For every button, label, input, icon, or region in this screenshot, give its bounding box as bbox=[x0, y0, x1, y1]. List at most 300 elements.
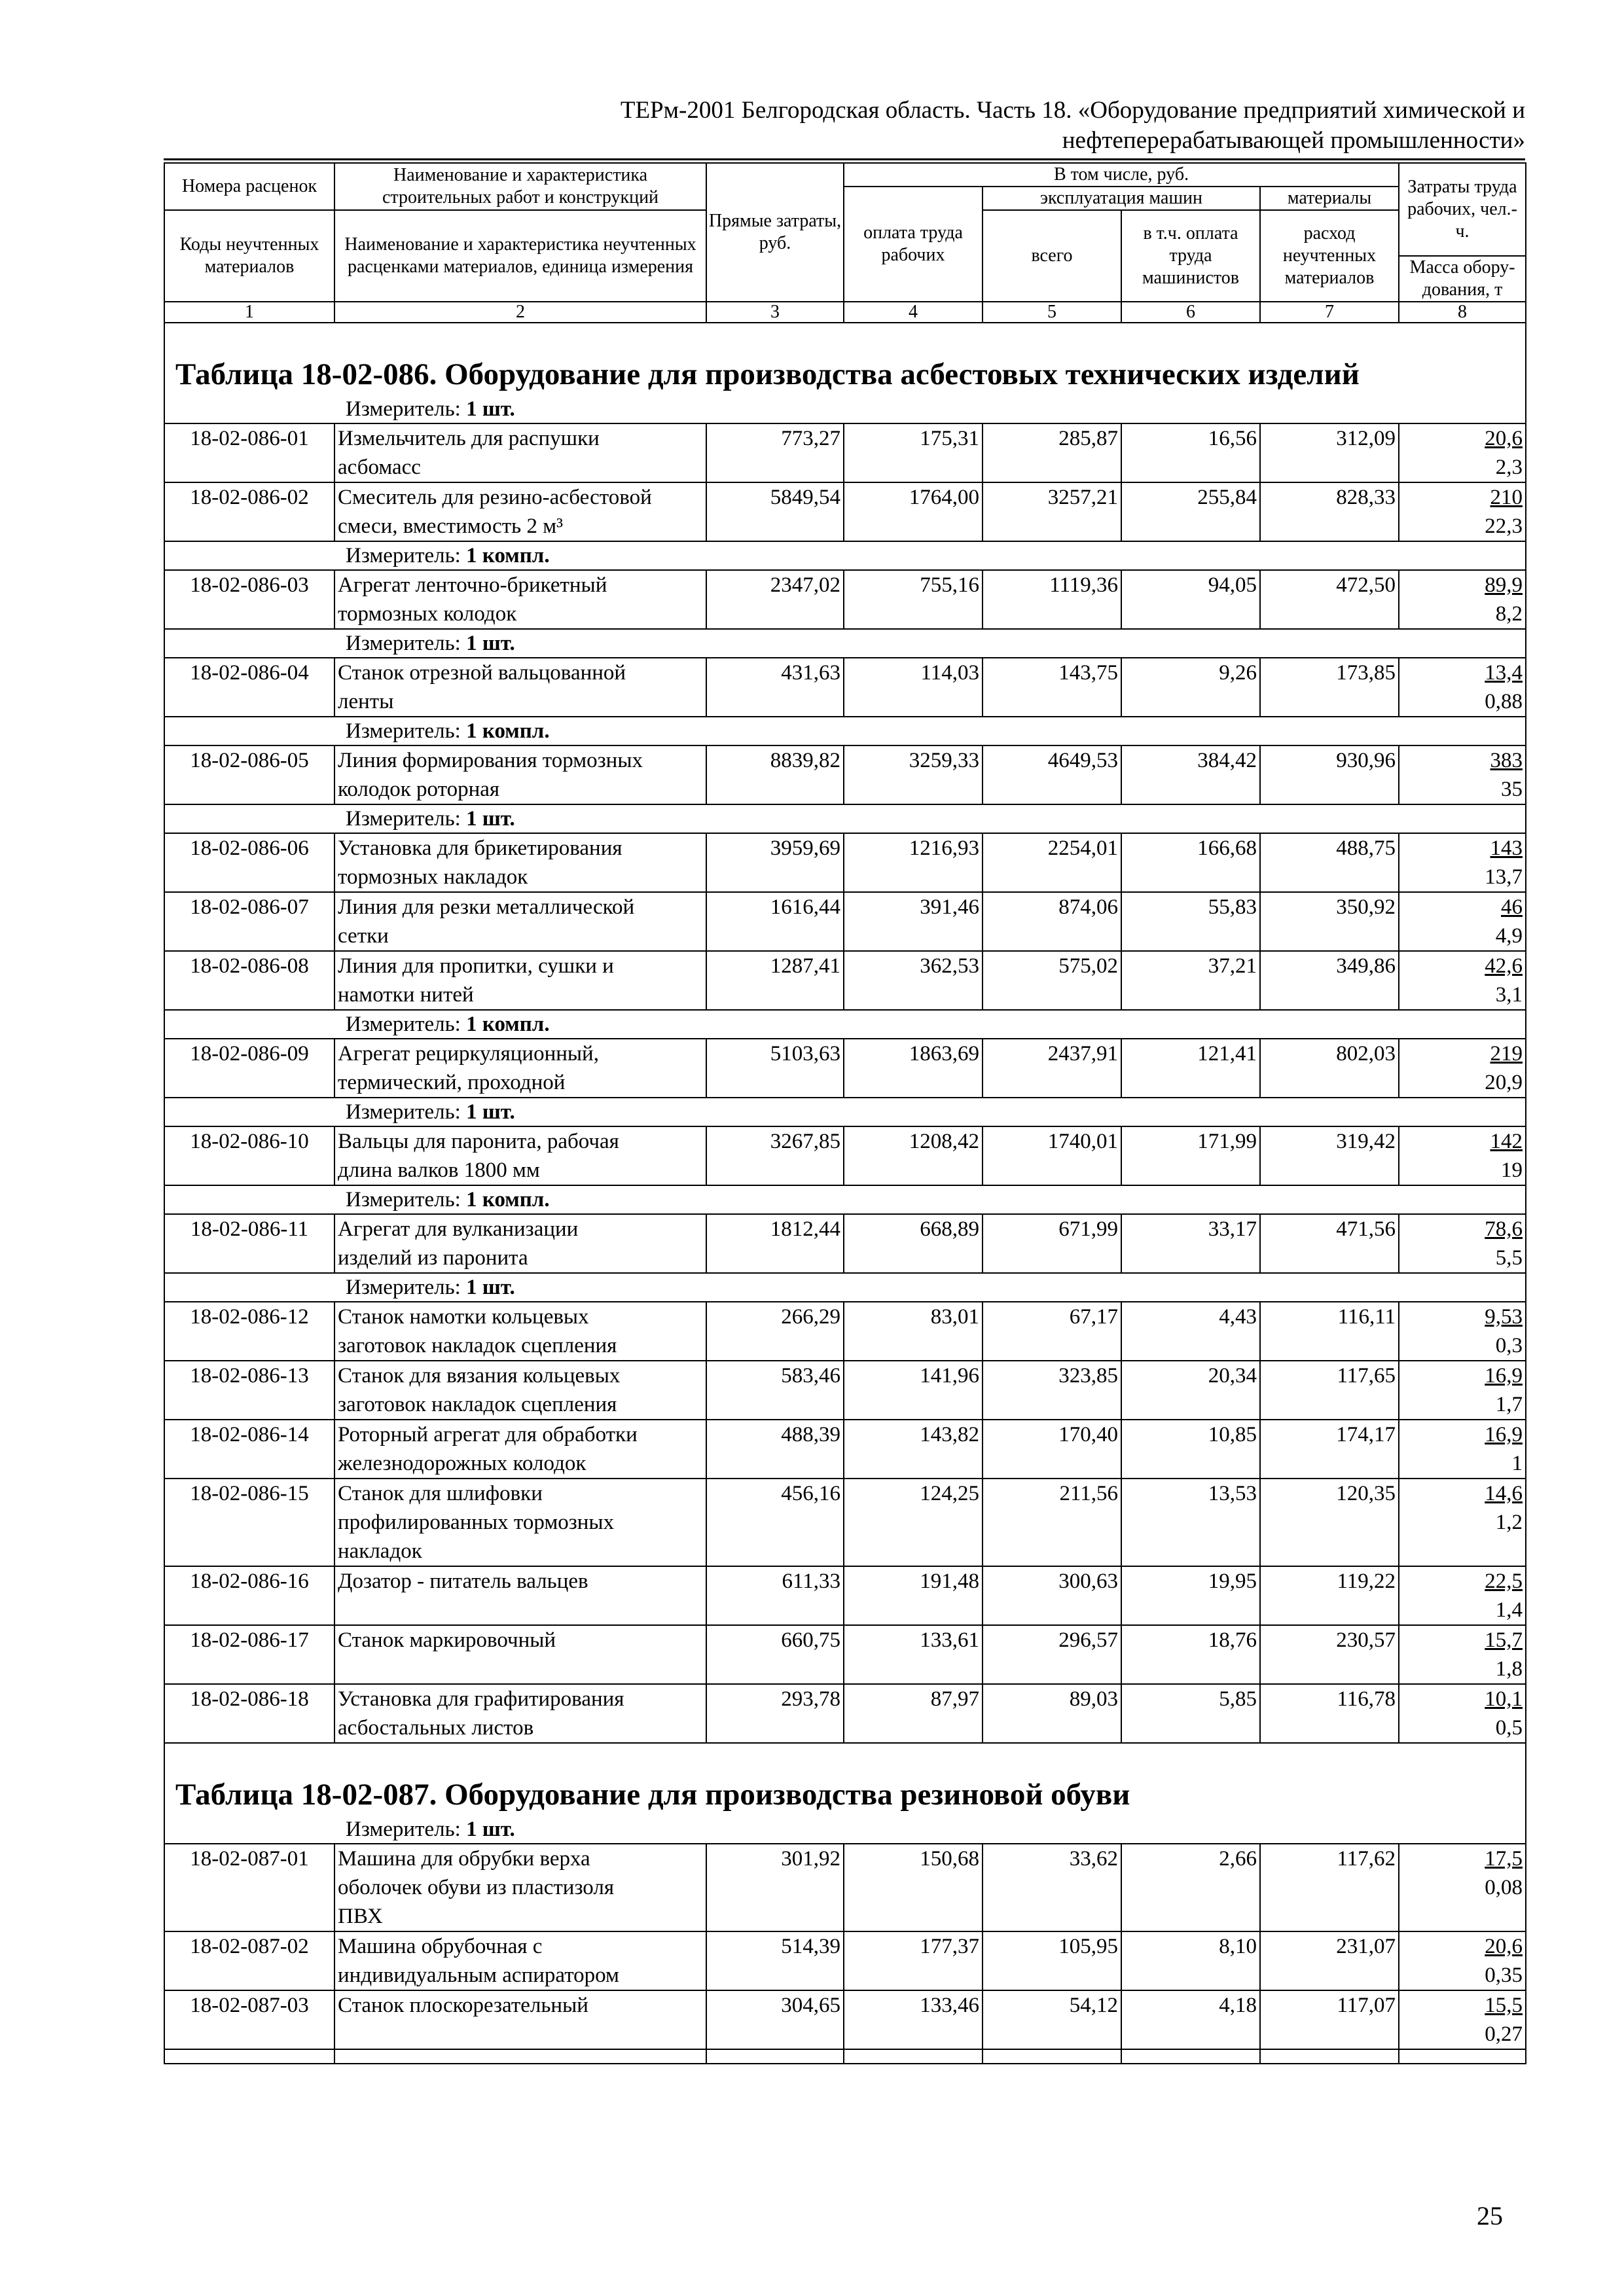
rate-code: 18-02-086-01 bbox=[164, 423, 334, 482]
labor-costs: 20,6 bbox=[1485, 1935, 1523, 1958]
work-name-line: заготовок накладок сцепления bbox=[338, 1334, 617, 1357]
labor-costs: 219 bbox=[1490, 1042, 1523, 1066]
work-name-line: Станок намотки кольцевых bbox=[338, 1305, 589, 1329]
work-name-line: изделий из паронита bbox=[338, 1246, 528, 1270]
table-row bbox=[164, 1039, 1526, 1098]
work-name bbox=[334, 1420, 706, 1479]
col-labor-pay-header: оплата труда рабочих bbox=[844, 187, 983, 302]
labor-and-mass bbox=[1399, 658, 1526, 717]
measure-label: Измеритель: bbox=[346, 1276, 461, 1299]
labor-costs: 143 bbox=[1490, 836, 1523, 860]
equipment-mass: 3,1 bbox=[1495, 983, 1523, 1007]
page-header bbox=[164, 96, 1525, 156]
machines-total: 3257,21 bbox=[983, 482, 1121, 541]
section-title: Таблица 18-02-087. Оборудование для производства резиновой обуви bbox=[164, 1743, 1526, 1816]
column-number: 3 bbox=[706, 302, 844, 323]
materials-cost: 119,22 bbox=[1260, 1566, 1399, 1625]
table-row bbox=[164, 892, 1526, 951]
materials-cost: 116,78 bbox=[1260, 1684, 1399, 1743]
labor-and-mass bbox=[1399, 1931, 1526, 1990]
direct-costs: 1812,44 bbox=[706, 1214, 844, 1273]
machines-total: 33,62 bbox=[983, 1844, 1121, 1931]
table-row bbox=[164, 1625, 1526, 1684]
work-name-line: Машина обрубочная с bbox=[338, 1935, 543, 1958]
materials-header: материалы bbox=[1260, 187, 1399, 210]
labor-pay: 362,53 bbox=[844, 951, 983, 1010]
labor-costs: 89,9 bbox=[1485, 573, 1523, 597]
rate-code: 18-02-087-01 bbox=[164, 1844, 334, 1931]
machinist-pay: 20,34 bbox=[1121, 1361, 1260, 1420]
work-name-line: намотки нитей bbox=[338, 983, 474, 1007]
materials-cost: 472,50 bbox=[1260, 570, 1399, 629]
work-name bbox=[334, 892, 706, 951]
rate-code: 18-02-086-11 bbox=[164, 1214, 334, 1273]
labor-costs: 9,53 bbox=[1485, 1305, 1523, 1329]
measure-unit bbox=[164, 1010, 1526, 1039]
labor-costs: 46 bbox=[1501, 895, 1523, 919]
work-name-line: заготовок накладок сцепления bbox=[338, 1393, 617, 1416]
direct-costs: 456,16 bbox=[706, 1479, 844, 1566]
col-rate-numbers-header: Номера расценок bbox=[164, 163, 334, 210]
work-name-line: железнодорожных колодок bbox=[338, 1452, 586, 1475]
measure-row bbox=[164, 1010, 1526, 1039]
labor-and-mass bbox=[1399, 423, 1526, 482]
column-number: 1 bbox=[164, 302, 334, 323]
measure-value: 1 компл. bbox=[466, 719, 550, 743]
machines-total: 4649,53 bbox=[983, 745, 1121, 804]
rate-code: 18-02-086-02 bbox=[164, 482, 334, 541]
header-line-1: ТЕРм-2001 Белгородская область. Часть 18. «Оборудование предприятий химической и bbox=[620, 97, 1525, 124]
table-row bbox=[164, 423, 1526, 482]
measure-unit bbox=[164, 1816, 1526, 1844]
rate-code: 18-02-086-17 bbox=[164, 1625, 334, 1684]
equipment-mass: 0,88 bbox=[1485, 690, 1523, 713]
col-work-name-header: Наименование и характеристика строительных работ и конструкций bbox=[334, 163, 706, 210]
labor-costs: 17,5 bbox=[1485, 1847, 1523, 1871]
labor-pay: 177,37 bbox=[844, 1931, 983, 1990]
direct-costs: 583,46 bbox=[706, 1361, 844, 1420]
work-name bbox=[334, 1039, 706, 1098]
machinist-pay: 4,43 bbox=[1121, 1302, 1260, 1361]
machinist-pay: 8,10 bbox=[1121, 1931, 1260, 1990]
work-name-line: ленты bbox=[338, 690, 394, 713]
work-name bbox=[334, 570, 706, 629]
rate-code: 18-02-086-12 bbox=[164, 1302, 334, 1361]
labor-pay: 191,48 bbox=[844, 1566, 983, 1625]
measure-row bbox=[164, 717, 1526, 745]
empty-cell bbox=[983, 2049, 1121, 2064]
materials-cost: 312,09 bbox=[1260, 423, 1399, 482]
rate-code: 18-02-086-09 bbox=[164, 1039, 334, 1098]
work-name-line: колодок роторная bbox=[338, 778, 500, 801]
machinist-pay: 16,56 bbox=[1121, 423, 1260, 482]
work-name-line: Роторный агрегат для обработки bbox=[338, 1423, 638, 1446]
work-name bbox=[334, 1625, 706, 1684]
direct-costs: 293,78 bbox=[706, 1684, 844, 1743]
column-numbers-row bbox=[164, 302, 1526, 323]
rate-code: 18-02-086-08 bbox=[164, 951, 334, 1010]
table-row bbox=[164, 1126, 1526, 1185]
measure-value: 1 шт. bbox=[466, 1100, 515, 1124]
work-name bbox=[334, 1844, 706, 1931]
direct-costs: 1287,41 bbox=[706, 951, 844, 1010]
machines-total: 575,02 bbox=[983, 951, 1121, 1010]
direct-costs: 5849,54 bbox=[706, 482, 844, 541]
equipment-mass: 35 bbox=[1501, 778, 1523, 801]
column-number: 5 bbox=[983, 302, 1121, 323]
table-row bbox=[164, 833, 1526, 892]
labor-costs: 16,9 bbox=[1485, 1423, 1523, 1446]
measure-unit bbox=[164, 629, 1526, 658]
measure-label: Измеритель: bbox=[346, 397, 461, 421]
materials-cost: 230,57 bbox=[1260, 1625, 1399, 1684]
machinist-pay: 2,66 bbox=[1121, 1844, 1260, 1931]
labor-costs: 383 bbox=[1490, 749, 1523, 772]
machines-total: 2254,01 bbox=[983, 833, 1121, 892]
labor-and-mass bbox=[1399, 951, 1526, 1010]
labor-pay: 1764,00 bbox=[844, 482, 983, 541]
equipment-mass: 1,2 bbox=[1495, 1511, 1523, 1534]
labor-and-mass bbox=[1399, 1479, 1526, 1566]
table-row bbox=[164, 1420, 1526, 1479]
machines-total: 296,57 bbox=[983, 1625, 1121, 1684]
labor-and-mass bbox=[1399, 892, 1526, 951]
measure-value: 1 компл. bbox=[466, 1013, 550, 1036]
materials-cost: 471,56 bbox=[1260, 1214, 1399, 1273]
work-name bbox=[334, 833, 706, 892]
labor-costs: 210 bbox=[1490, 486, 1523, 509]
machines-total: 671,99 bbox=[983, 1214, 1121, 1273]
measure-row bbox=[164, 629, 1526, 658]
materials-cost: 117,62 bbox=[1260, 1844, 1399, 1931]
col-material-names-header: Наименование и характеристика неучтенных расценками материалов, единица измерения bbox=[334, 210, 706, 302]
work-name-line: Станок отрезной вальцованной bbox=[338, 661, 626, 685]
measure-row bbox=[164, 804, 1526, 833]
measure-value: 1 шт. bbox=[466, 807, 515, 831]
materials-cost: 231,07 bbox=[1260, 1931, 1399, 1990]
work-name-line: тормозных колодок bbox=[338, 602, 517, 626]
work-name bbox=[334, 658, 706, 717]
labor-costs: 16,9 bbox=[1485, 1364, 1523, 1388]
work-name-line: Дозатор - питатель вальцев bbox=[338, 1570, 588, 1593]
measure-label: Измеритель: bbox=[346, 719, 461, 743]
labor-costs: 42,6 bbox=[1485, 954, 1523, 978]
measure-row bbox=[164, 1185, 1526, 1214]
rate-code: 18-02-086-10 bbox=[164, 1126, 334, 1185]
direct-costs: 8839,82 bbox=[706, 745, 844, 804]
equipment-mass: 19 bbox=[1501, 1158, 1523, 1182]
direct-costs: 3267,85 bbox=[706, 1126, 844, 1185]
labor-costs: 14,6 bbox=[1485, 1482, 1523, 1505]
direct-costs: 514,39 bbox=[706, 1931, 844, 1990]
work-name bbox=[334, 1479, 706, 1566]
machinist-pay: 384,42 bbox=[1121, 745, 1260, 804]
page-number: 25 bbox=[1477, 2201, 1503, 2231]
table-row bbox=[164, 1844, 1526, 1931]
work-name-line: Станок плоскорезательный bbox=[338, 1994, 588, 2017]
machines-total: 1740,01 bbox=[983, 1126, 1121, 1185]
work-name bbox=[334, 1126, 706, 1185]
materials-cost: 350,92 bbox=[1260, 892, 1399, 951]
machinist-pay: 55,83 bbox=[1121, 892, 1260, 951]
work-name-line: накладок bbox=[338, 1539, 422, 1563]
labor-and-mass bbox=[1399, 1214, 1526, 1273]
machines-total: 170,40 bbox=[983, 1420, 1121, 1479]
measure-label: Измеритель: bbox=[346, 1013, 461, 1036]
machinist-pay: 166,68 bbox=[1121, 833, 1260, 892]
direct-costs: 304,65 bbox=[706, 1990, 844, 2049]
measure-value: 1 шт. bbox=[466, 1818, 515, 1841]
column-number: 2 bbox=[334, 302, 706, 323]
rate-code: 18-02-086-13 bbox=[164, 1361, 334, 1420]
equipment-mass: 5,5 bbox=[1495, 1246, 1523, 1270]
machinist-pay: 9,26 bbox=[1121, 658, 1260, 717]
rate-code: 18-02-086-18 bbox=[164, 1684, 334, 1743]
machines-total: 285,87 bbox=[983, 423, 1121, 482]
work-name-line: термический, проходной bbox=[338, 1071, 566, 1094]
labor-pay: 755,16 bbox=[844, 570, 983, 629]
rate-code: 18-02-086-07 bbox=[164, 892, 334, 951]
table-row bbox=[164, 1990, 1526, 2049]
empty-cell bbox=[1399, 2049, 1526, 2064]
table-row bbox=[164, 570, 1526, 629]
machinist-pay: 171,99 bbox=[1121, 1126, 1260, 1185]
table-row bbox=[164, 658, 1526, 717]
equipment-mass: 1,7 bbox=[1495, 1393, 1523, 1416]
machines-total: 323,85 bbox=[983, 1361, 1121, 1420]
work-name-line: Измельчитель для распушки bbox=[338, 427, 600, 450]
materials-cost: 120,35 bbox=[1260, 1479, 1399, 1566]
measure-label: Измеритель: bbox=[346, 544, 461, 567]
rate-code: 18-02-086-15 bbox=[164, 1479, 334, 1566]
measure-label: Измеритель: bbox=[346, 632, 461, 655]
measure-label: Измеритель: bbox=[346, 1818, 461, 1841]
machines-total: 67,17 bbox=[983, 1302, 1121, 1361]
measure-value: 1 компл. bbox=[466, 1188, 550, 1211]
measure-row bbox=[164, 395, 1526, 423]
machinist-pay: 33,17 bbox=[1121, 1214, 1260, 1273]
empty-cell bbox=[164, 2049, 334, 2064]
labor-pay: 143,82 bbox=[844, 1420, 983, 1479]
labor-and-mass bbox=[1399, 482, 1526, 541]
equipment-mass: 0,27 bbox=[1485, 2022, 1523, 2046]
labor-and-mass bbox=[1399, 745, 1526, 804]
column-number: 4 bbox=[844, 302, 983, 323]
labor-pay: 391,46 bbox=[844, 892, 983, 951]
equipment-mass: 20,9 bbox=[1485, 1071, 1523, 1094]
measure-unit bbox=[164, 717, 1526, 745]
work-name-line: Установка для брикетирования bbox=[338, 836, 623, 860]
rate-code: 18-02-087-02 bbox=[164, 1931, 334, 1990]
machines-total: 143,75 bbox=[983, 658, 1121, 717]
labor-pay: 87,97 bbox=[844, 1684, 983, 1743]
labor-pay: 133,61 bbox=[844, 1625, 983, 1684]
labor-and-mass bbox=[1399, 1039, 1526, 1098]
direct-costs: 660,75 bbox=[706, 1625, 844, 1684]
measure-unit bbox=[164, 1098, 1526, 1126]
equipment-mass: 8,2 bbox=[1495, 602, 1523, 626]
labor-pay: 83,01 bbox=[844, 1302, 983, 1361]
work-name-line: тормозных накладок bbox=[338, 865, 528, 889]
work-name-line: Вальцы для паронита, рабочая bbox=[338, 1130, 619, 1153]
section-title: Таблица 18-02-086. Оборудование для производства асбестовых технических изделий bbox=[164, 323, 1526, 395]
labor-and-mass bbox=[1399, 1684, 1526, 1743]
empty-cell bbox=[706, 2049, 844, 2064]
header-rule bbox=[164, 158, 1525, 160]
labor-costs: 20,6 bbox=[1485, 427, 1523, 450]
table-row bbox=[164, 1302, 1526, 1361]
rates-table bbox=[164, 162, 1526, 2064]
equipment-mass: 22,3 bbox=[1485, 514, 1523, 538]
measure-label: Измеритель: bbox=[346, 1100, 461, 1124]
work-name-line: Агрегат для вулканизации bbox=[338, 1217, 579, 1241]
machines-total: 2437,91 bbox=[983, 1039, 1121, 1098]
machine-operation-header: эксплуатация машин bbox=[983, 187, 1260, 210]
machinist-pay: 13,53 bbox=[1121, 1479, 1260, 1566]
materials-cost: 117,65 bbox=[1260, 1361, 1399, 1420]
measure-unit bbox=[164, 804, 1526, 833]
work-name-line: длина валков 1800 мм bbox=[338, 1158, 540, 1182]
labor-pay: 3259,33 bbox=[844, 745, 983, 804]
rate-code: 18-02-087-03 bbox=[164, 1990, 334, 2049]
work-name-line: ПВХ bbox=[338, 1905, 383, 1928]
equipment-mass: 13,7 bbox=[1485, 865, 1523, 889]
labor-and-mass bbox=[1399, 1566, 1526, 1625]
table-row bbox=[164, 1931, 1526, 1990]
labor-and-mass bbox=[1399, 1990, 1526, 2049]
labor-costs: 142 bbox=[1490, 1130, 1523, 1153]
empty-cell bbox=[1260, 2049, 1399, 2064]
materials-cost: 173,85 bbox=[1260, 658, 1399, 717]
work-name-line: асбостальных листов bbox=[338, 1716, 534, 1740]
measure-unit bbox=[164, 395, 1526, 423]
measure-unit bbox=[164, 1185, 1526, 1214]
measure-value: 1 компл. bbox=[466, 544, 550, 567]
direct-costs: 5103,63 bbox=[706, 1039, 844, 1098]
work-name bbox=[334, 1361, 706, 1420]
work-name bbox=[334, 1684, 706, 1743]
work-name-line: Станок для шлифовки bbox=[338, 1482, 543, 1505]
materials-cost: 116,11 bbox=[1260, 1302, 1399, 1361]
measure-row bbox=[164, 541, 1526, 570]
work-name-line: Агрегат ленточно-брикетный bbox=[338, 573, 607, 597]
machines-total: 54,12 bbox=[983, 1990, 1121, 2049]
direct-costs: 488,39 bbox=[706, 1420, 844, 1479]
work-name-line: Смеситель для резино-асбестовой bbox=[338, 486, 652, 509]
machines-total: 89,03 bbox=[983, 1684, 1121, 1743]
labor-pay: 668,89 bbox=[844, 1214, 983, 1273]
table-row bbox=[164, 1479, 1526, 1566]
work-name-line: индивидуальным аспиратором bbox=[338, 1964, 619, 1987]
machines-total: 211,56 bbox=[983, 1479, 1121, 1566]
rate-code: 18-02-086-14 bbox=[164, 1420, 334, 1479]
col-machinist-pay-header: в т.ч. оплата труда машинистов bbox=[1121, 210, 1260, 302]
equipment-mass: 0,5 bbox=[1495, 1716, 1523, 1740]
machinist-pay: 94,05 bbox=[1121, 570, 1260, 629]
equipment-mass: 4,9 bbox=[1495, 924, 1523, 948]
table-row bbox=[164, 951, 1526, 1010]
machines-total: 1119,36 bbox=[983, 570, 1121, 629]
empty-cell bbox=[1121, 2049, 1260, 2064]
machinist-pay: 4,18 bbox=[1121, 1990, 1260, 2049]
table-row bbox=[164, 482, 1526, 541]
including-header: В том числе, руб. bbox=[844, 163, 1399, 187]
table-row bbox=[164, 1361, 1526, 1420]
work-name-line: профилированных тормозных bbox=[338, 1511, 615, 1534]
materials-cost: 828,33 bbox=[1260, 482, 1399, 541]
labor-pay: 141,96 bbox=[844, 1361, 983, 1420]
materials-cost: 319,42 bbox=[1260, 1126, 1399, 1185]
labor-and-mass bbox=[1399, 1420, 1526, 1479]
equipment-mass: 1 bbox=[1511, 1452, 1523, 1475]
measure-row bbox=[164, 1273, 1526, 1302]
col-machines-total-header: всего bbox=[983, 210, 1121, 302]
equipment-mass: 0,08 bbox=[1485, 1876, 1523, 1899]
col-direct-costs-header: Прямые затраты, руб. bbox=[706, 163, 844, 302]
work-name-line: Линия для пропитки, сушки и bbox=[338, 954, 614, 978]
work-name-line: Установка для графитирования bbox=[338, 1687, 624, 1711]
direct-costs: 266,29 bbox=[706, 1302, 844, 1361]
labor-pay: 1216,93 bbox=[844, 833, 983, 892]
col-material-codes-header: Коды неучтенных материалов bbox=[164, 210, 334, 302]
labor-costs: 78,6 bbox=[1485, 1217, 1523, 1241]
measure-unit bbox=[164, 1273, 1526, 1302]
empty-cell bbox=[334, 2049, 706, 2064]
column-number: 7 bbox=[1260, 302, 1399, 323]
labor-pay: 133,46 bbox=[844, 1990, 983, 2049]
section-title-row bbox=[164, 323, 1526, 395]
rate-code: 18-02-086-16 bbox=[164, 1566, 334, 1625]
labor-and-mass bbox=[1399, 1844, 1526, 1931]
materials-cost: 174,17 bbox=[1260, 1420, 1399, 1479]
machinist-pay: 18,76 bbox=[1121, 1625, 1260, 1684]
rate-code: 18-02-086-04 bbox=[164, 658, 334, 717]
machinist-pay: 19,95 bbox=[1121, 1566, 1260, 1625]
labor-and-mass bbox=[1399, 833, 1526, 892]
rate-code: 18-02-086-03 bbox=[164, 570, 334, 629]
labor-and-mass bbox=[1399, 1126, 1526, 1185]
measure-value: 1 шт. bbox=[466, 397, 515, 421]
materials-cost: 349,86 bbox=[1260, 951, 1399, 1010]
measure-label: Измеритель: bbox=[346, 1188, 461, 1211]
machinist-pay: 121,41 bbox=[1121, 1039, 1260, 1098]
rate-code: 18-02-086-06 bbox=[164, 833, 334, 892]
labor-costs: 13,4 bbox=[1485, 661, 1523, 685]
materials-cost: 802,03 bbox=[1260, 1039, 1399, 1098]
labor-pay: 1863,69 bbox=[844, 1039, 983, 1098]
measure-row bbox=[164, 1098, 1526, 1126]
col-unaccounted-materials-header: расход неучтенных материалов bbox=[1260, 210, 1399, 302]
direct-costs: 431,63 bbox=[706, 658, 844, 717]
equipment-mass: 1,8 bbox=[1495, 1657, 1523, 1681]
machines-total: 105,95 bbox=[983, 1931, 1121, 1990]
work-name bbox=[334, 1302, 706, 1361]
equipment-mass: 2,3 bbox=[1495, 456, 1523, 479]
measure-row bbox=[164, 1816, 1526, 1844]
equipment-mass: 0,3 bbox=[1495, 1334, 1523, 1357]
direct-costs: 301,92 bbox=[706, 1844, 844, 1931]
column-number: 8 bbox=[1399, 302, 1526, 323]
work-name-line: сетки bbox=[338, 924, 389, 948]
table-head bbox=[164, 163, 1526, 323]
direct-costs: 773,27 bbox=[706, 423, 844, 482]
work-name bbox=[334, 1566, 706, 1625]
work-name-line: Станок маркировочный bbox=[338, 1628, 556, 1652]
work-name-line: Станок для вязания кольцевых bbox=[338, 1364, 621, 1388]
direct-costs: 1616,44 bbox=[706, 892, 844, 951]
work-name-line: Машина для обрубки верха bbox=[338, 1847, 590, 1871]
direct-costs: 611,33 bbox=[706, 1566, 844, 1625]
